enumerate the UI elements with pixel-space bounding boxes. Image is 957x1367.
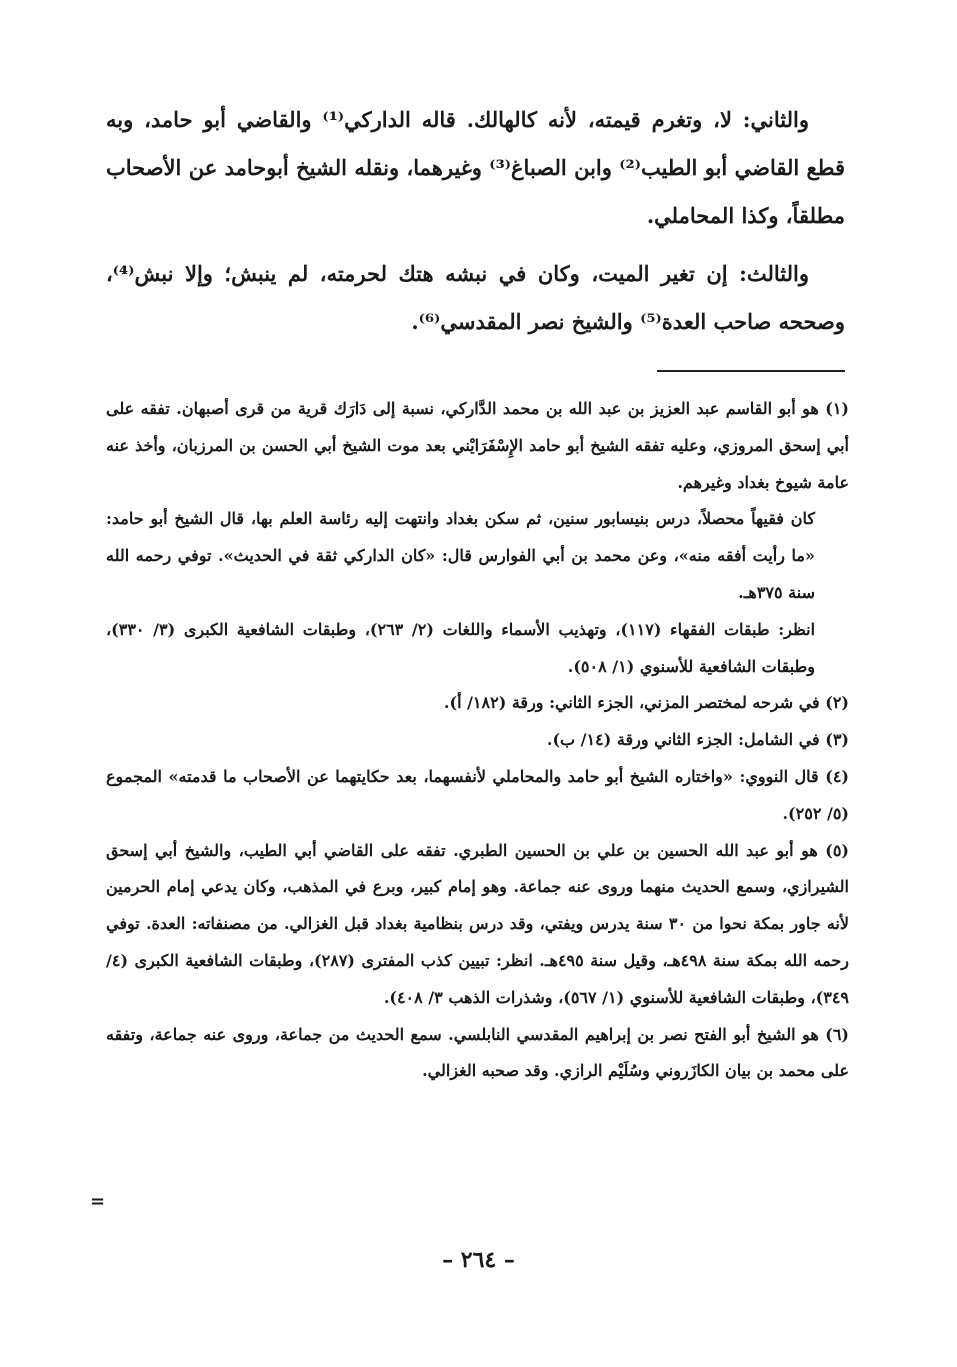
footnote-1-references: انظر: طبقات الفقهاء (١١٧)، وتهذيب الأسماء واللغات (٢/ ٢٦٣)، وطبقات الشافعية الكبرى (٣/ ٣٣٠)، وطبقات الشافعية للأسنوي (١/ ٥٠٨). bbox=[106, 619, 816, 676]
page-number: – ٢٦٤ – bbox=[442, 1247, 515, 1273]
footnote-6-text: (٦) هو الشيخ أبو الفتح نصر بن إبراهيم المقدسي النابلسي. سمع الحديث من جماعة، وروى عنه جماعة، وتفقه على محمد بن بيان الكازَروني وسُلَيْم الرازي. وقد صحبه الغزالي. bbox=[106, 1024, 849, 1081]
footnote-3 bbox=[106, 722, 849, 759]
main-paragraph-1: والثاني: لا، وتغرم قيمته، لأنه كالهالك. قاله الداركي⁽¹⁾ والقاضي أبو حامد، وبه قطع القاضي أبو الطيب⁽²⁾ وابن الصباغ⁽³⁾ وغيرهما، ونقله الشيخ أبوحامد عن الأصحاب مطلقاً، وكذا المحاملي. bbox=[106, 107, 845, 228]
footnotes-block bbox=[106, 391, 849, 1090]
footnote-3-text: (٣) في الشامل: الجزء الثاني ورقة (١٤/ ب). bbox=[546, 730, 849, 750]
footnote-1-text: (١) هو أبو القاسم عبد العزيز بن عبد الله بن محمد الدَّاركي، نسبة إلى دَارَك قرية من قرى أصبهان. تفقه على أبي إسحق المروزي، وعليه تفقه الشيخ أبو حامد الإِسْفَرَايْني بعد موت الشيخ أبي الحسن بن المرزبان، وأخذ عنه عامة شيوخ بغداد وغيرهم. bbox=[106, 399, 850, 492]
footnote-4 bbox=[106, 759, 849, 833]
footnote-5 bbox=[106, 833, 849, 1017]
main-paragraph-2: والثالث: إن تغير الميت، وكان في نبشه هتك لحرمته، لم ينبش؛ وإلا نبش⁽⁴⁾، وصححه صاحب العدة⁽⁵⁾ والشيخ نصر المقدسي⁽⁶⁾. bbox=[106, 261, 845, 334]
footnote-1 bbox=[106, 391, 849, 685]
footnote-divider bbox=[657, 370, 845, 372]
footnote-5-text: (٥) هو أبو عبد الله الحسين بن علي بن الحسين الطبري. تفقه على القاضي أبي الطيب، والشيخ أبي إسحق الشيرازي، وسمع الحديث منهما وروى عنه جماعة. وهو إمام كبير، وبرع في المذهب، وكان يدعي إمام الحرمين لأنه جاور بمكة نحوا من ٣٠ سنة يدرس ويفتي، وقد درس بنظامية بغداد قبل الغزالي. من مصنفاته: العدة. توفي رحمه الله بمكة سنة ٤٩٨هـ، وقيل سنة ٤٩٥هـ. انظر: تبيين كذب المفترى (٢٨٧)، وطبقات الشافعية الكبرى (٤/ ٣٤٩)، وطبقات الشافعية للأسنوي (١/ ٥٦٧)، وشذرات الذهب ٣/ ٤٠٨). bbox=[106, 840, 850, 1007]
footnote-6 bbox=[106, 1017, 849, 1091]
continuation-mark: = bbox=[90, 1191, 106, 1212]
footnote-2 bbox=[106, 685, 849, 722]
footnote-4-text: (٤) قال النووي: «واختاره الشيخ أبو حامد والمحاملي لأنفسهما، بعد حكايتهما عن الأصحاب ما قدمته» المجموع (٥/ ٢٥٢). bbox=[106, 766, 849, 823]
footnote-1-continuation: كان فقيهاً محصلاً، درس بنيسابور سنين، ثم سكن بغداد وانتهت إليه رئاسة العلم بها، قال الشيخ أبو حامد: «ما رأيت أفقه منه»، وعن محمد بن أبي الفوارس قال: «كان الداركي ثقة في الحديث». توفي رحمه الله سنة ٣٧٥هـ. bbox=[106, 509, 815, 602]
footnote-2-text: (٢) في شرحه لمختصر المزني، الجزء الثاني: ورقة (١٨٢/ أ). bbox=[443, 693, 849, 713]
main-text-block bbox=[106, 96, 845, 356]
